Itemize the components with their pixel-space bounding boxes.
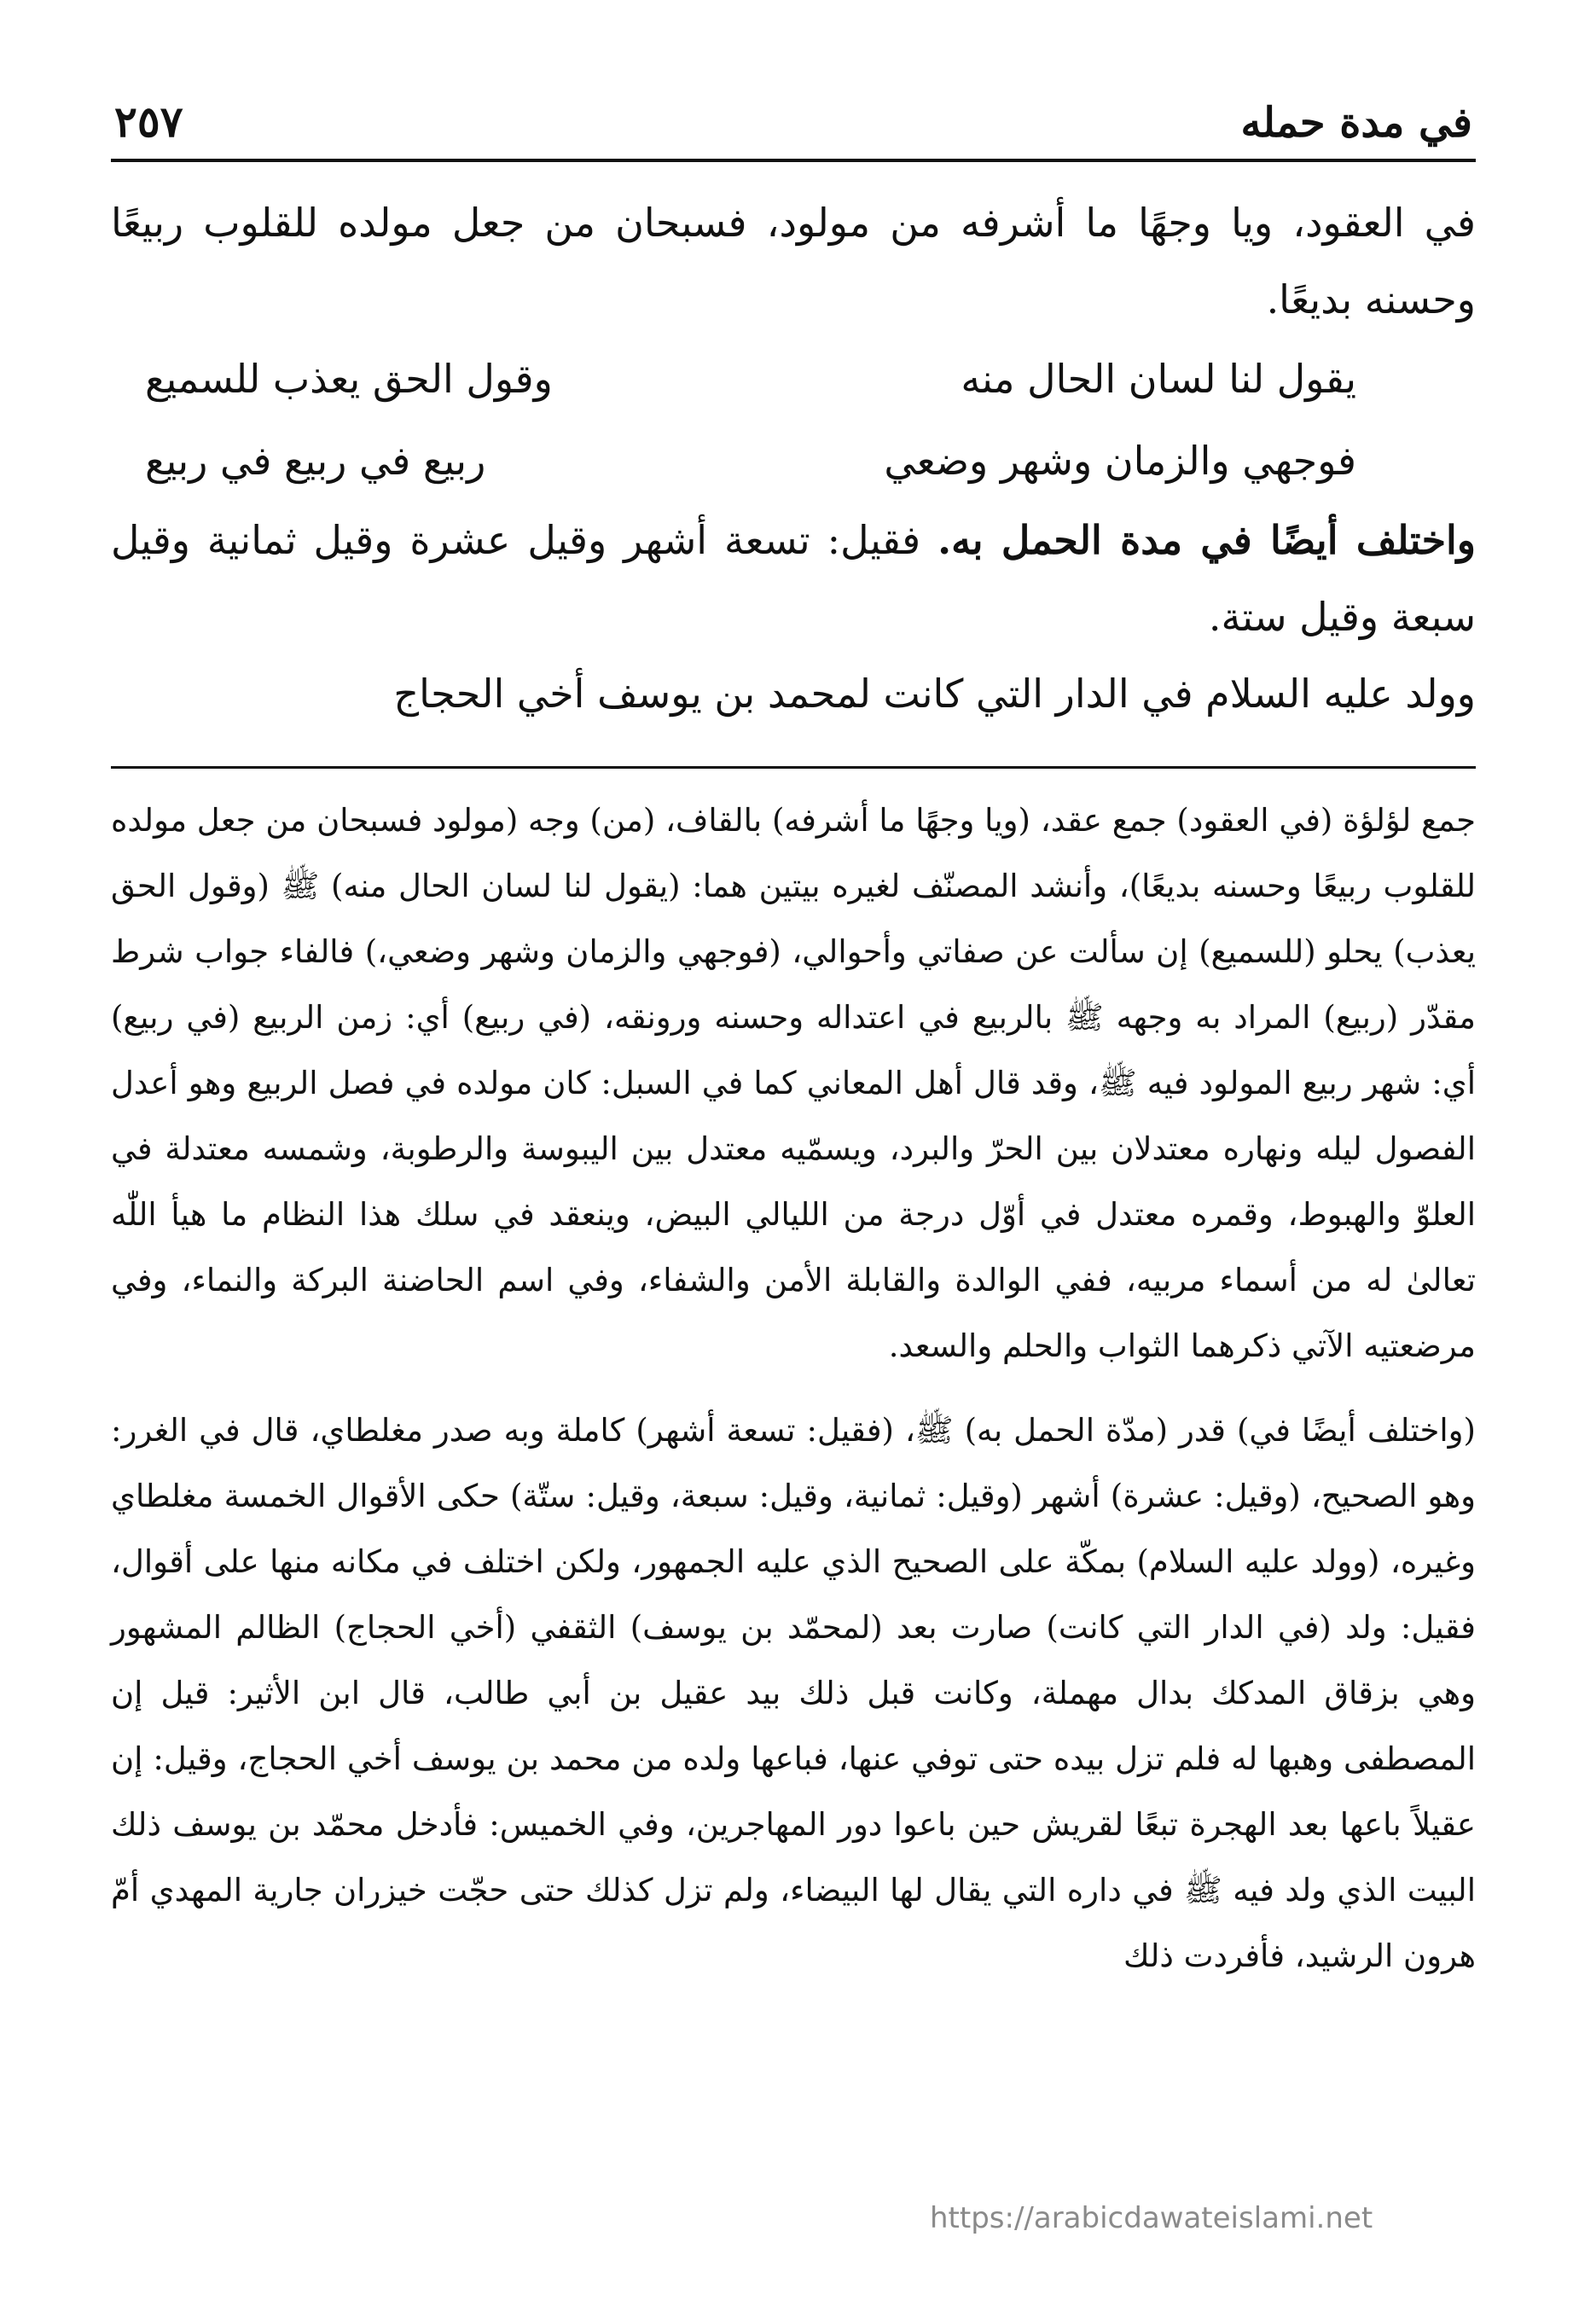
- verse-2-second-hemistich: ربيع في ربيع في ربيع: [145, 438, 486, 484]
- verse-1-first-hemistich: يقول لنا لسان الحال منه: [961, 356, 1356, 402]
- verse-2-first-hemistich: فوجهي والزمان وشهر وضعي: [884, 438, 1356, 484]
- main-paragraph-1: في العقود، ويا وجهًا ما أشرفه من مولود، فسبحان من جعل مولده للقلوب ربيعًا وحسنه بديعًا.: [111, 200, 1476, 322]
- main-paragraph-2: [111, 502, 1476, 655]
- document-page: [111, 68, 1476, 2007]
- running-title: في مدة حمله: [1240, 99, 1472, 147]
- main-paragraph-2-heading: واختلف أيضًا في مدة الحمل به.: [937, 517, 1476, 563]
- watermark-url: https://arabicdawateislami.net: [930, 2201, 1373, 2235]
- page-number: ٢٥٧: [114, 96, 183, 147]
- main-paragraph-2-body: فقيل: تسعة أشهر وقيل عشرة وقيل ثمانية وقيل سبعة وقيل ستة.: [111, 517, 1476, 640]
- verse-line-1: [111, 338, 1476, 420]
- commentary-paragraph-2: (واختلف أيضًا في) قدر (مدّة الحمل به) ﷺ، (فقيل: تسعة أشهر) كاملة وبه صدر مغلطاي، قال في الغرر: وهو الصحيح، (وقيل: عشرة) أشهر (وقيل: ثمانية، وقيل: سبعة، وقيل: ستّة) حكى الأقوال الخمسة مغلطاي وغيره، (وولد عليه السلام) بمكّة على الصحيح الذي عليه الجمهور، ولكن اختلف في مكانه منها على أقوال، فقيل: ولد (في الدار التي كانت) صارت بعد (لمحمّد بن يوسف) الثقفي (أخي الحجاج) الظالم المشهور وهي بزقاق المدكك بدال مهملة، وكانت قبل ذلك بيد عقيل بن أبي طالب، قال ابن الأثير: قيل إن المصطفى وهبها له فلم تزل بيده حتى توفي عنها، فباعها ولده من محمد بن يوسف أخي الحجاج، وقيل: إن عقيلاً باعها بعد الهجرة تبعًا لقريش حين باعوا دور المهاجرين، وفي الخميس: فأدخل محمّد بن يوسف ذلك البيت الذي ولد فيه ﷺ في داره التي يقال لها البيضاء، ولم تزل كذلك حتى حجّت خيزران جارية المهدي أمّ هرون الرشيد، فأفردت ذلك: [111, 1412, 1476, 1974]
- commentary-text: [111, 787, 1476, 1989]
- main-text: [111, 184, 1476, 732]
- verse-1-second-hemistich: وقول الحق يعذب للسميع: [145, 356, 553, 402]
- main-paragraph-3: وولد عليه السلام في الدار التي كانت لمحمد بن يوسف أخي الحجاج: [393, 671, 1476, 717]
- verse-line-2: [111, 420, 1476, 502]
- section-divider: [111, 766, 1476, 769]
- commentary-paragraph-1: جمع لؤلؤة (في العقود) جمع عقد، (ويا وجهًا ما أشرفه) بالقاف، (من) وجه (مولود فسبحان من جعل مولده للقلوب ربيعًا وحسنه بديعًا)، وأنشد المصنّف لغيره بيتين هما: (يقول لنا لسان الحال منه) ﷺ (وقول الحق يعذب) يحلو (للسميع) إن سألت عن صفاتي وأحوالي، (فوجهي والزمان وشهر وضعي،) فالفاء جواب شرط مقدّر (ربيع) المراد به وجهه ﷺ بالربيع في اعتداله وحسنه ورونقه، (في ربيع) أي: زمن الربيع (في ربيع) أي: شهر ربيع المولود فيه ﷺ، وقد قال أهل المعاني كما في السبل: كان مولده في فصل الربيع وهو أعدل الفصول ليله ونهاره معتدلان بين الحرّ والبرد، ويسمّيه معتدل بين اليبوسة والرطوبة، وشمسه معتدلة في العلوّ والهبوط، وقمره معتدل في أوّل درجة من الليالي البيض، وينعقد في سلك هذا النظام ما هيأ اللّٰه تعالىٰ له من أسماء مربيه، ففي الوالدة والقابلة الأمن والشفاء، وفي اسم الحاضنة البركة والنماء، وفي مرضعتيه الآتي ذكرهما الثواب والحلم والسعد.: [111, 802, 1476, 1364]
- page-header: [111, 68, 1476, 162]
